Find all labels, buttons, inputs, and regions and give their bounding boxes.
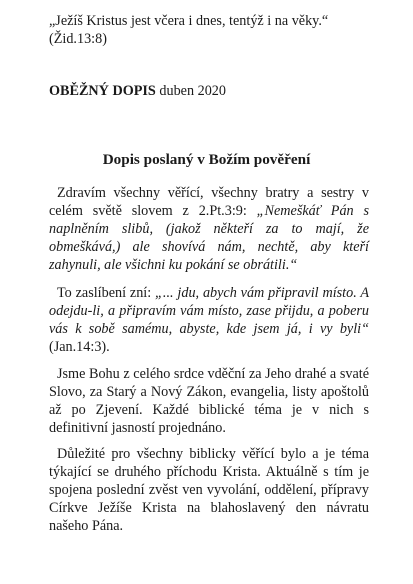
document-title: Dopis poslaný v Božím pověření	[102, 151, 311, 168]
paragraph-gratitude: Jsme Bohu z celého srdce vděční za Jeho drahé a svaté Slovo, za Starý a Nový Zákon, evangelia, listy apoštolů až po Zjevení. Každé biblické téma je v nich s definitivní jasností projednáno.	[49, 366, 369, 436]
paragraph-greeting-intro: Zdravím všechny věřící, všechny bratry a sestry v celém světě slovem z 2.Pt.3:9:	[49, 185, 369, 219]
paragraph-greeting	[49, 184, 369, 274]
epigraph-quote: „Ježíš Kristus jest včera i dnes, tentýž i na věky.“	[49, 13, 329, 29]
circular-date: duben 2020	[159, 83, 226, 99]
paragraph-promise-intro: To zaslíbení zní:	[57, 285, 156, 301]
paragraph-promise-reference: (Jan.14:3).	[49, 339, 110, 355]
epigraph	[49, 12, 369, 48]
circular-label: OBĚŽNÝ DOPIS	[49, 83, 156, 99]
paragraph-greeting-quote: „Nemeškáť Pán s naplněním slibů, (jakož někteří za to mají, že obmeškává,) ale shovívá nám, nechtě, aby kteří zahynuli, ale všichni ku pokání se obrátili.“	[49, 203, 369, 273]
epigraph-reference: (Žid.13:8)	[49, 31, 107, 47]
paragraph-second-coming: Důležité pro všechny biblicky věřící bylo a je téma týkající se druhého příchodu Krista. Aktuálně s tím je spojena poslední zvěst ven vyvolání, oddělení, přípravy Církve Ježíše Krista na blahoslavený den návratu našeho Pána.	[49, 446, 369, 534]
paragraph-promise-quote: „... jdu, abych vám připravil místo. A odejdu-li, a připravím vám místo, zase přijdu, a poberu vás k sobě samému, abyste, kde jsem já, i vy byli“	[49, 285, 370, 337]
circular-heading	[49, 82, 226, 100]
paragraph-promise	[49, 284, 369, 356]
